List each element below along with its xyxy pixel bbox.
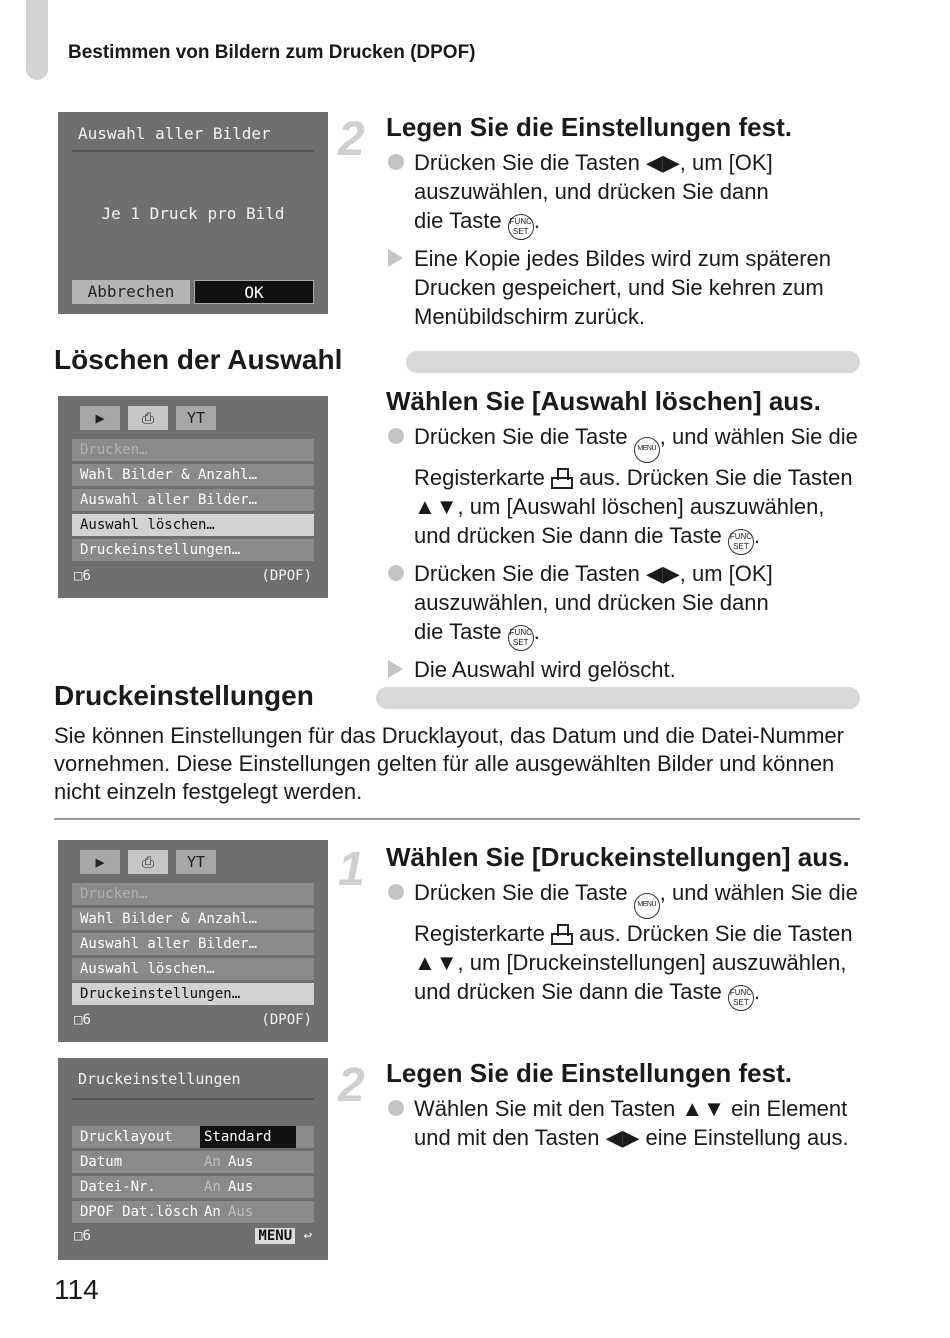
step-heading: Wählen Sie [Auswahl löschen] aus. (386, 386, 821, 416)
settings-footer (74, 1228, 312, 1244)
bullet-text: Registerkarte (414, 465, 545, 490)
bullet-text: auszuwählen, und drücken Sie dann (414, 590, 769, 615)
bullet-text: , und wählen Sie die (659, 424, 858, 449)
print-tab-icon[interactable]: ⎙ (128, 850, 168, 874)
step-number: 2 (338, 1059, 365, 1112)
menu-item[interactable]: Auswahl aller Bilder… (72, 933, 314, 955)
camera-screen-print-settings (58, 1058, 328, 1260)
step-number: 1 (338, 843, 365, 896)
page-number: 114 (54, 1274, 99, 1305)
bullet-text: auszuwählen, und drücken Sie dann (414, 179, 769, 204)
menu-item-selected[interactable]: Auswahl löschen… (72, 514, 314, 536)
section-title-print-settings: Druckeinstellungen (54, 680, 314, 711)
setting-label: Datum (80, 1154, 123, 1170)
screen-divider (72, 150, 314, 152)
image-count: □6 (74, 1228, 91, 1244)
bullet: Drücken Sie die Tasten ◀▶, um [OK] auszuwählen, und drücken Sie dann die Taste FUNC SET . (386, 148, 866, 240)
intro-text: nicht einzeln festgelegt werden. (54, 779, 363, 804)
camera-screen-select-all (58, 112, 328, 314)
bullet: Drücken Sie die Taste MENU , und wählen Sie die Registerkarte aus. Drücken Sie die Tasten ▲▼, um [Druckeinstellungen] auszuwählen, und drücken Sie dann die Taste FUNC SET . (386, 878, 876, 1011)
screen-title: Auswahl aller Bilder (78, 124, 271, 143)
menu-footer (74, 568, 312, 584)
menu-item[interactable]: Wahl Bilder & Anzahl… (72, 908, 314, 930)
menu-item-selected[interactable]: Druckeinstellungen… (72, 983, 314, 1005)
screen-message: Je 1 Druck pro Bild (101, 204, 285, 223)
setting-row-file-no[interactable] (72, 1176, 314, 1198)
menu-item[interactable]: Druckeinstellungen… (72, 539, 314, 561)
cancel-button[interactable]: Abbrechen (72, 280, 190, 304)
bullet-text: Drücken Sie die Taste (414, 424, 628, 449)
dpof-label: (DPOF) (261, 1012, 312, 1028)
step-number: 2 (338, 113, 365, 166)
menu-item[interactable]: Auswahl löschen… (72, 958, 314, 980)
result-arrow (386, 244, 866, 331)
menu-button-icon: MENU (634, 437, 660, 463)
setting-row-layout[interactable] (72, 1126, 314, 1148)
option-off[interactable]: Aus (228, 1179, 254, 1195)
result-arrow (386, 655, 876, 684)
setting-label: DPOF Dat.lösch (80, 1204, 199, 1220)
bullet-text: ▲▼, um [Druckeinstellungen] auszuwählen, (414, 950, 847, 975)
menu-return-icon[interactable]: MENU ↩ (255, 1228, 312, 1244)
bullet: Drücken Sie die Taste MENU , und wählen Sie die Registerkarte aus. Drücken Sie die Tasten ▲▼, um [Auswahl löschen] auszuwählen, und drücken Sie dann die Taste FUNC SET . (386, 422, 876, 555)
camera-screen-menu-settings (58, 840, 328, 1042)
print-icon (551, 924, 573, 944)
menu-tabs (80, 406, 226, 430)
option-on[interactable]: An (204, 1204, 221, 1220)
bullet-text: Die Auswahl wird gelöscht. (414, 657, 676, 682)
bullet-text: Wählen Sie mit den Tasten ▲▼ ein Element (414, 1096, 848, 1121)
func-set-icon: FUNC SET (508, 625, 534, 651)
setting-label: Drucklayout (80, 1129, 173, 1145)
bullet-text: aus. Drücken Sie die Tasten (579, 921, 853, 946)
screen-divider (72, 1098, 314, 1100)
bullet-text: Drücken Sie die Tasten ◀▶, um [OK] (414, 561, 773, 586)
bullet-text: Drücken Sie die Taste (414, 880, 628, 905)
image-count: □6 (74, 568, 91, 584)
setting-row-date[interactable] (72, 1151, 314, 1173)
func-set-icon: FUNC SET (508, 214, 534, 240)
play-tab-icon[interactable]: ▶ (80, 406, 120, 430)
bullet-text: aus. Drücken Sie die Tasten (579, 465, 853, 490)
setting-label: Datei-Nr. (80, 1179, 156, 1195)
page-header-title: Bestimmen von Bildern zum Drucken (DPOF) (68, 42, 476, 63)
menu-footer (74, 1012, 312, 1028)
print-icon (551, 468, 573, 488)
intro-text: vornehmen. Diese Einstellungen gelten für alle ausgewählten Bilder und können (54, 751, 835, 776)
menu-item[interactable]: Drucken… (72, 883, 314, 905)
option-on[interactable]: An (204, 1179, 221, 1195)
intro-text: Sie können Einstellungen für das Drucklayout, das Datum und die Datei-Nummer (54, 723, 844, 748)
bullet-text: und drücken Sie dann die Taste (414, 523, 722, 548)
step-heading: Legen Sie die Einstellungen fest. (386, 112, 792, 142)
option-off[interactable]: Aus (228, 1154, 254, 1170)
step-heading: Legen Sie die Einstellungen fest. (386, 1058, 792, 1088)
bullet-text: , und wählen Sie die (659, 880, 858, 905)
option-on[interactable]: An (204, 1154, 221, 1170)
bullet-text: Registerkarte (414, 921, 545, 946)
section-title-delete: Löschen der Auswahl (54, 344, 343, 375)
bullet-text: Menübildschirm zurück. (414, 304, 646, 329)
bullet-text: Drucken gespeichert, und Sie kehren zum (414, 275, 824, 300)
step-p1-content (386, 842, 876, 1011)
setting-value-selected[interactable]: Standard (200, 1126, 296, 1148)
section-bar (376, 687, 860, 709)
dpof-label: (DPOF) (261, 568, 312, 584)
step-a-content (386, 112, 866, 331)
menu-tabs (80, 850, 226, 874)
bullet-text: Eine Kopie jedes Bildes wird zum späteren (414, 246, 832, 271)
step-p2-content (386, 1058, 876, 1152)
bullet: Drücken Sie die Tasten ◀▶, um [OK] auszuwählen, und drücken Sie dann die Taste FUNC SET . (386, 559, 876, 651)
bullet-text: die Taste (414, 208, 502, 233)
func-set-icon: FUNC SET (728, 985, 754, 1011)
bullet-text: und mit den Tasten ◀▶ eine Einstellung aus. (414, 1125, 849, 1150)
setting-row-dpof-delete[interactable] (72, 1201, 314, 1223)
section-bar (406, 351, 860, 373)
step-heading: Wählen Sie [Druckeinstellungen] aus. (386, 842, 850, 872)
print-tab-icon[interactable]: ⎙ (128, 406, 168, 430)
menu-item[interactable]: Drucken… (72, 439, 314, 461)
func-set-icon: FUNC SET (728, 529, 754, 555)
bullet-text: ▲▼, um [Auswahl löschen] auszuwählen, (414, 494, 825, 519)
menu-item[interactable]: Wahl Bilder & Anzahl… (72, 464, 314, 486)
menu-button-icon: MENU (634, 893, 660, 919)
divider (54, 818, 860, 820)
page-tab-marker (26, 0, 48, 80)
ok-button[interactable]: OK (194, 280, 314, 304)
bullet-text: die Taste (414, 619, 502, 644)
play-tab-icon[interactable]: ▶ (80, 850, 120, 874)
bullet-text: und drücken Sie dann die Taste (414, 979, 722, 1004)
option-off[interactable]: Aus (228, 1204, 254, 1220)
menu-item[interactable]: Auswahl aller Bilder… (72, 489, 314, 511)
section-intro (54, 722, 874, 806)
delete-step-content (386, 386, 876, 684)
setup-tab-icon[interactable]: YT (176, 850, 216, 874)
image-count: □6 (74, 1012, 91, 1028)
setup-tab-icon[interactable]: YT (176, 406, 216, 430)
camera-screen-menu-delete (58, 396, 328, 598)
screen-title: Druckeinstellungen (78, 1070, 241, 1088)
bullet (386, 1094, 876, 1152)
bullet-text: Drücken Sie die Tasten ◀▶, um [OK] (414, 150, 773, 175)
